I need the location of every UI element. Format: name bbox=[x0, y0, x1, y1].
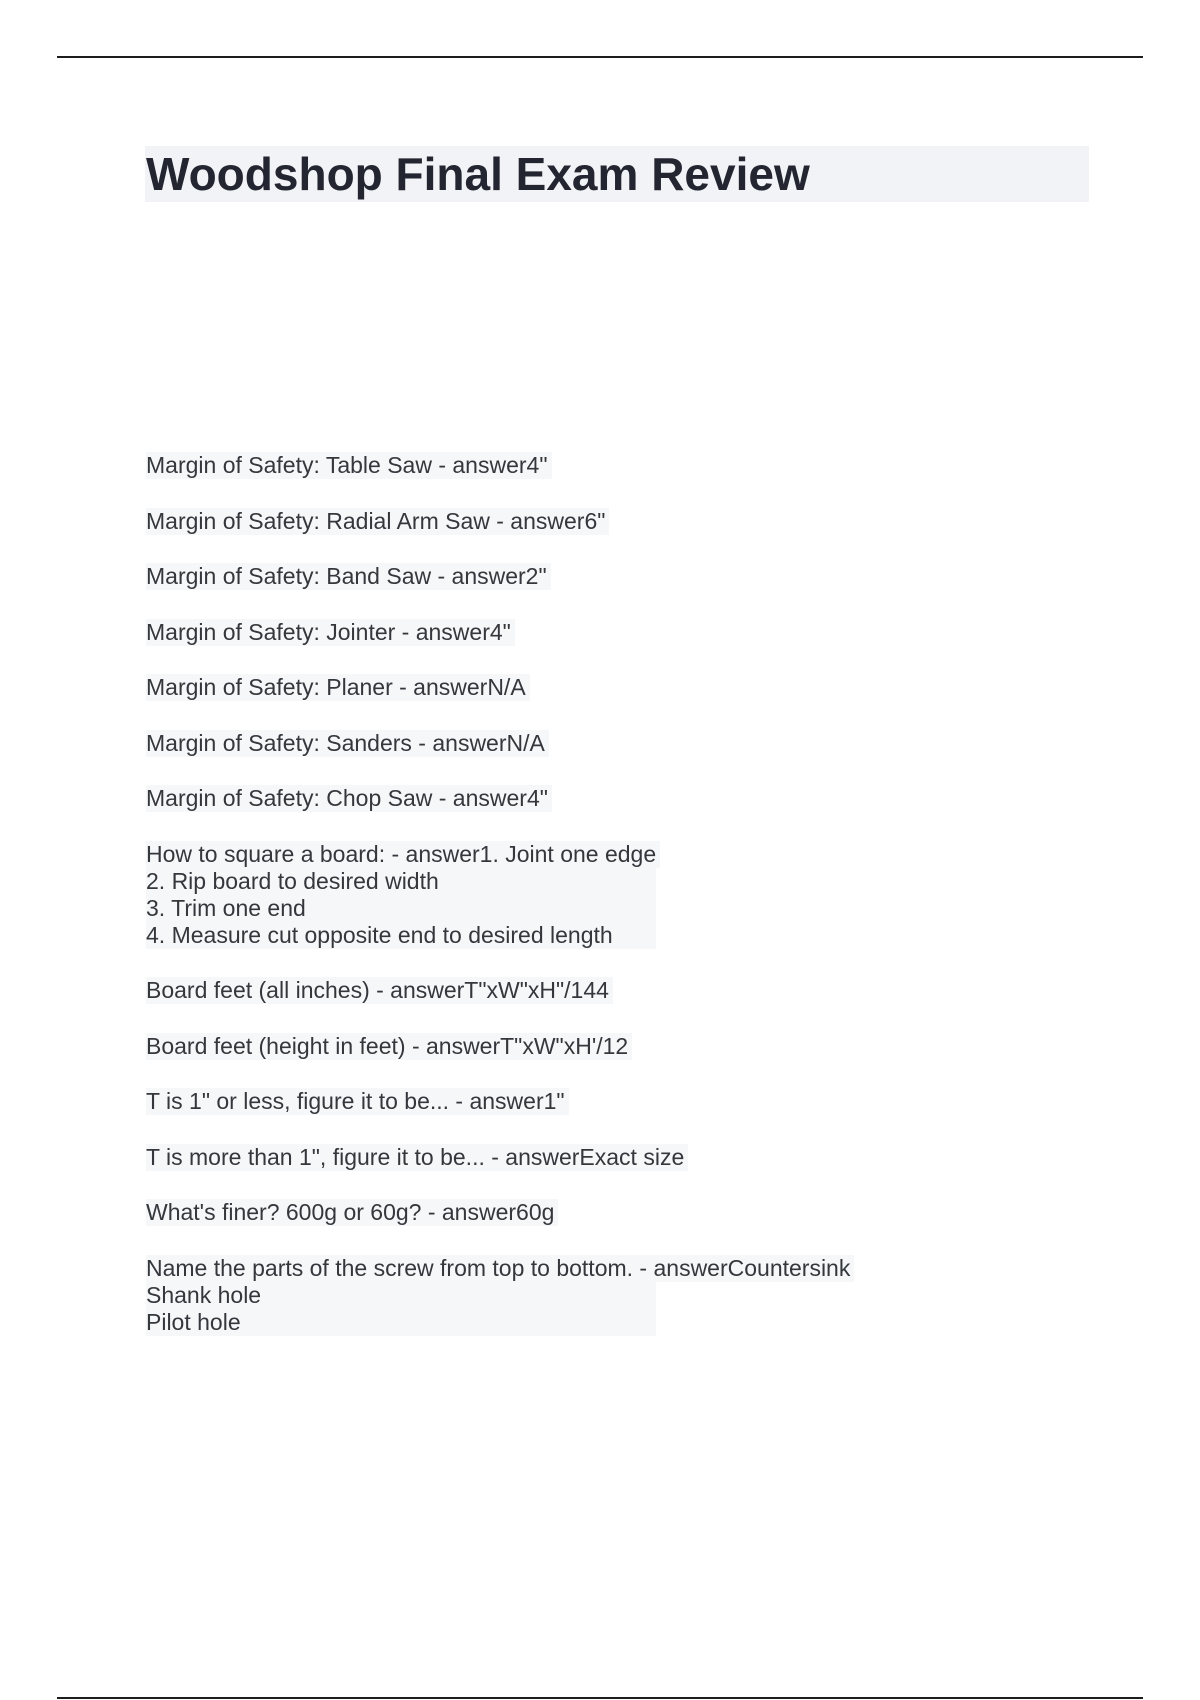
review-item bbox=[146, 977, 1146, 1004]
review-item-text: How to square a board: - answer1. Joint one edge bbox=[146, 841, 660, 868]
top-divider bbox=[57, 56, 1143, 58]
review-item-text: Board feet (height in feet) - answerT"xW"xH'/12 bbox=[146, 1033, 632, 1060]
review-item-continuation: 3. Trim one end bbox=[146, 895, 656, 922]
review-item-text: Margin of Safety: Radial Arm Saw - answer6" bbox=[146, 508, 609, 535]
review-item-text: Margin of Safety: Chop Saw - answer4" bbox=[146, 785, 552, 812]
review-item-continuation: 2. Rip board to desired width bbox=[146, 868, 656, 895]
review-item-text: Margin of Safety: Sanders - answerN/A bbox=[146, 730, 549, 757]
review-question-list bbox=[146, 452, 1146, 1364]
review-item bbox=[146, 508, 1146, 535]
review-item bbox=[146, 1144, 1146, 1171]
review-item bbox=[146, 1088, 1146, 1115]
review-item-text: Margin of Safety: Planer - answerN/A bbox=[146, 674, 530, 701]
review-item bbox=[146, 841, 1146, 949]
review-item-text: T is more than 1", figure it to be... - answerExact size bbox=[146, 1144, 688, 1171]
review-item bbox=[146, 1199, 1146, 1226]
review-item-text: What's finer? 600g or 60g? - answer60g bbox=[146, 1199, 558, 1226]
review-item-continuation: Shank hole bbox=[146, 1282, 656, 1309]
review-item-continuation: Pilot hole bbox=[146, 1309, 656, 1336]
review-item-text: Margin of Safety: Band Saw - answer2" bbox=[146, 563, 551, 590]
review-item bbox=[146, 730, 1146, 757]
review-item-text: T is 1" or less, figure it to be... - answer1" bbox=[146, 1088, 569, 1115]
review-item bbox=[146, 674, 1146, 701]
review-item bbox=[146, 1255, 1146, 1336]
bottom-divider bbox=[57, 1697, 1143, 1699]
review-item bbox=[146, 452, 1146, 479]
review-item-text: Name the parts of the screw from top to bottom. - answerCountersink bbox=[146, 1255, 854, 1282]
review-item bbox=[146, 1033, 1146, 1060]
review-item-text: Margin of Safety: Table Saw - answer4" bbox=[146, 452, 552, 479]
document-title: Woodshop Final Exam Review bbox=[146, 148, 810, 200]
review-item-text: Margin of Safety: Jointer - answer4" bbox=[146, 619, 515, 646]
review-item bbox=[146, 619, 1146, 646]
review-item bbox=[146, 563, 1146, 590]
review-item-text: Board feet (all inches) - answerT"xW"xH"/144 bbox=[146, 977, 613, 1004]
review-item-continuation: 4. Measure cut opposite end to desired length bbox=[146, 922, 656, 949]
review-item bbox=[146, 785, 1146, 812]
